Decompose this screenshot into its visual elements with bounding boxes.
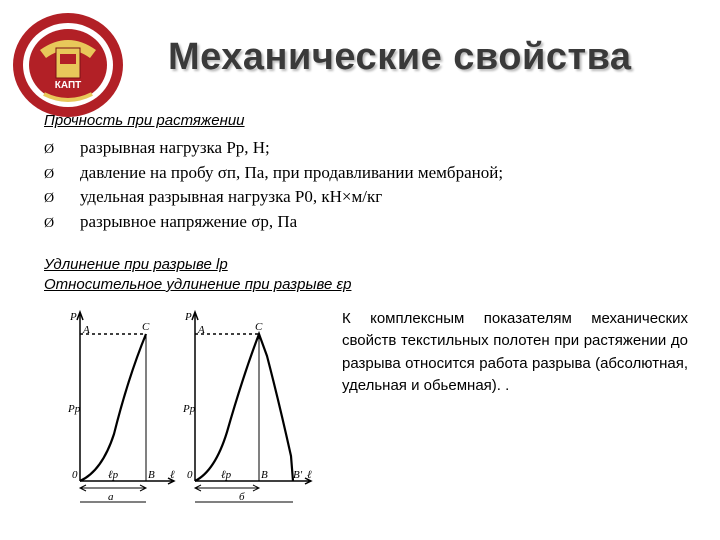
point-b-label: B xyxy=(148,469,155,481)
axis-y-label: P xyxy=(70,311,77,323)
college-logo xyxy=(10,10,126,120)
caption-label: б xyxy=(239,491,245,503)
load-label: Pр xyxy=(68,403,81,415)
axis-x-label: ℓ xyxy=(170,469,175,481)
list-item: Ø разрывное напряжение σр, Па xyxy=(44,210,503,235)
point-b2-label: B' xyxy=(293,469,303,481)
strength-heading: Прочность при растяжении xyxy=(44,112,245,129)
relative-elongation-heading: Относительное удлинение при разрыве εр xyxy=(44,276,352,293)
point-c-label: C xyxy=(255,321,263,333)
elongation-label: ℓр xyxy=(108,469,119,481)
point-b-label: B xyxy=(261,469,268,481)
page-title: Механические свойства xyxy=(168,36,632,78)
stress-strain-diagram-b xyxy=(175,306,325,516)
point-a-label: A xyxy=(83,324,90,336)
origin-label: 0 xyxy=(187,469,193,481)
axis-y-label: P xyxy=(185,311,192,323)
list-item: Ø давление на пробу σп, Па, при продавливании мембраной; xyxy=(44,161,503,186)
caption-label: а xyxy=(108,491,114,503)
elongation-label: ℓр xyxy=(221,469,232,481)
load-label: Pр xyxy=(183,403,196,415)
list-item: Ø удельная разрывная нагрузка Р0, кН×м/кг xyxy=(44,185,503,210)
bullet-arrow-icon: Ø xyxy=(44,191,55,206)
stress-strain-diagram-a xyxy=(60,306,180,516)
point-a-label: A xyxy=(198,324,205,336)
logo-text: КАПТ xyxy=(54,80,82,91)
work-of-rupture-paragraph: К комплексным показателям механических свойств текстильных полотен при растяжении до разрыва относится работа разрыва (абсолютная, удельная и обьемная). . xyxy=(342,310,688,394)
origin-label: 0 xyxy=(72,469,78,481)
bullet-arrow-icon: Ø xyxy=(44,215,55,231)
elongation-heading: Удлинение при разрыве lр xyxy=(44,256,228,273)
point-c-label: C xyxy=(142,321,150,333)
strength-list xyxy=(44,136,503,234)
list-item: Ø разрывная нагрузка Рр, Н; xyxy=(44,136,503,161)
axis-x-label: ℓ xyxy=(307,469,312,481)
bullet-arrow-icon: Ø xyxy=(44,142,55,157)
bullet-arrow-icon: Ø xyxy=(44,166,55,182)
